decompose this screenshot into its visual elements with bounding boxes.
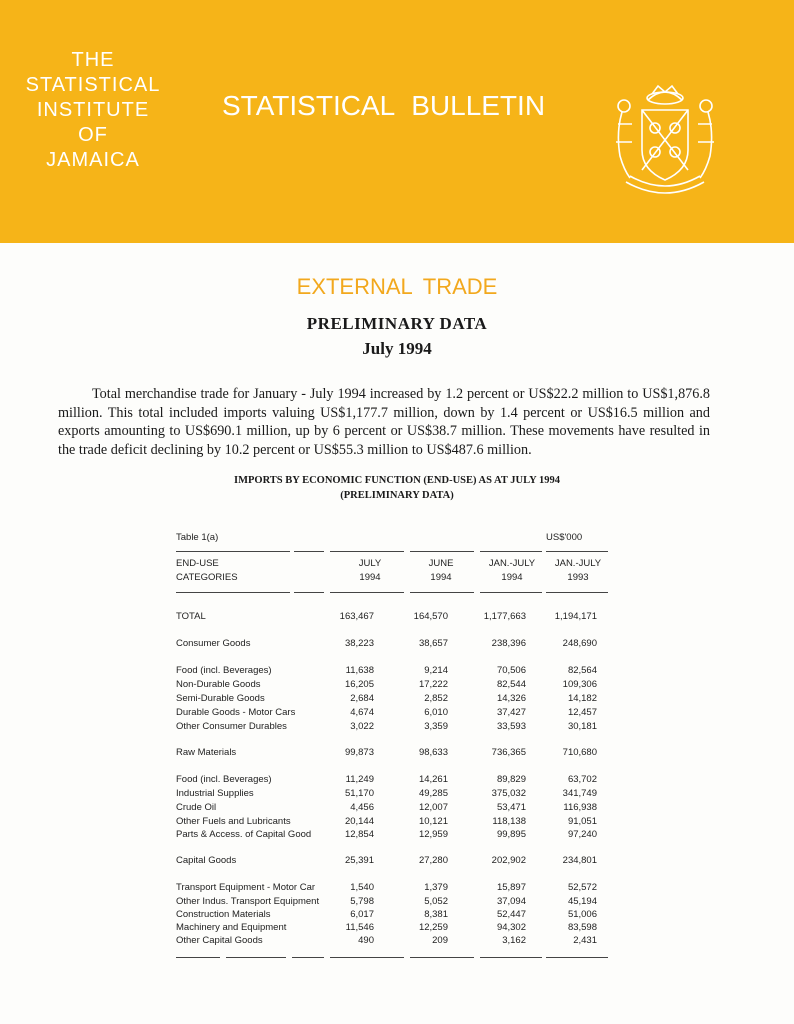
- cell-jan-july-1993: 1,194,171: [554, 611, 597, 622]
- cell-jan-july-1993: 97,240: [567, 829, 597, 840]
- header-rule: [330, 592, 404, 593]
- bulletin-word: STATISTICAL: [222, 90, 396, 121]
- column-header: JUNE: [428, 558, 454, 569]
- footer-rule: [480, 957, 542, 958]
- cell-july-1994: 4,674: [350, 707, 374, 718]
- cell-july-1994: 2,684: [350, 693, 374, 704]
- table-title-line: IMPORTS BY ECONOMIC FUNCTION (END-USE) AS AT JULY 1994: [234, 475, 560, 486]
- header-rule: [176, 551, 290, 552]
- intro-paragraph: Total merchandise trade for January - July 1994 increased by 1.2 percent or US$22.2 million to US$1,876.8 million. This total included imports valuing US$1,177.7 million, down by 1.4 percent or US$16.5 million and exports amounting to US$690.1 million, up by 6 percent or US$38.7 million. These movements have resulted in the trade deficit declining by 10.2 percent or US$55.3 million to US$487.6 million.: [58, 386, 710, 458]
- subtitle: PRELIMINARY DATA: [306, 314, 488, 333]
- footer-rule: [176, 957, 220, 958]
- row-label: Other Indus. Transport Equipment: [176, 896, 320, 907]
- cell-july-1994: 5,798: [350, 896, 374, 907]
- cell-june-1994: 98,633: [418, 747, 448, 758]
- institute-line: JAMAICA: [46, 149, 140, 171]
- header-rule: [546, 551, 608, 552]
- row-label: Food (incl. Beverages): [176, 665, 272, 676]
- row-label: Parts & Access. of Capital Good: [176, 829, 312, 840]
- row-label: Capital Goods: [176, 855, 237, 866]
- cell-june-1994: 164,570: [413, 611, 448, 622]
- cell-july-1994: 20,144: [344, 816, 374, 827]
- cell-july-1994: 99,873: [344, 747, 374, 758]
- header-rule: [410, 551, 474, 552]
- cell-jan-july-1994: 1,177,663: [483, 611, 526, 622]
- cell-jan-july-1994: 202,902: [491, 855, 526, 866]
- cell-june-1994: 8,381: [424, 909, 448, 920]
- cell-jan-july-1993: 14,182: [567, 693, 597, 704]
- header-rule: [480, 592, 542, 593]
- institute-line: STATISTICAL: [25, 74, 161, 96]
- cell-jan-july-1993: 234,801: [562, 855, 597, 866]
- cell-jan-july-1994: 118,138: [492, 816, 526, 827]
- row-label: Transport Equipment - Motor Car: [176, 882, 316, 893]
- section-word: TRADE: [422, 274, 498, 299]
- row-label: Consumer Goods: [176, 638, 251, 649]
- cell-july-1994: 11,546: [345, 922, 374, 933]
- cell-june-1994: 6,010: [424, 707, 448, 718]
- header-rule: [176, 592, 290, 593]
- cell-jan-july-1994: 52,447: [496, 909, 526, 920]
- cell-june-1994: 38,657: [418, 638, 448, 649]
- cell-jan-july-1993: 30,181: [567, 721, 597, 732]
- cell-june-1994: 14,261: [418, 774, 448, 785]
- cell-june-1994: 49,285: [418, 788, 448, 799]
- footer-rule: [226, 957, 286, 958]
- header-rule: [410, 592, 474, 593]
- cell-june-1994: 9,214: [424, 665, 448, 676]
- cell-jan-july-1993: 91,051: [567, 816, 597, 827]
- row-label: Durable Goods - Motor Cars: [176, 707, 296, 718]
- cell-june-1994: 12,959: [418, 829, 448, 840]
- row-label: Non-Durable Goods: [176, 679, 261, 690]
- cell-jan-july-1993: 83,598: [567, 922, 597, 933]
- column-header: 1994: [501, 572, 523, 583]
- column-header: CATEGORIES: [176, 572, 238, 583]
- table-title-line: (PRELIMINARY DATA): [340, 490, 454, 501]
- footer-rule: [330, 957, 404, 958]
- row-label: Other Fuels and Lubricants: [176, 816, 291, 827]
- cell-jan-july-1993: 109,306: [562, 679, 597, 690]
- table-unit: US$'000: [546, 532, 583, 543]
- cell-jan-july-1994: 70,506: [496, 665, 526, 676]
- table-label: Table 1(a): [176, 532, 219, 543]
- column-header: END-USE: [176, 558, 219, 569]
- cell-jan-july-1993: 63,702: [567, 774, 597, 785]
- footer-rule: [546, 957, 608, 958]
- column-header: 1994: [430, 572, 452, 583]
- cell-june-1994: 3,359: [424, 721, 448, 732]
- cell-jan-july-1994: 99,895: [496, 829, 526, 840]
- cell-jan-july-1994: 3,162: [502, 935, 526, 946]
- row-label: Construction Materials: [176, 909, 271, 920]
- cell-july-1994: 12,854: [344, 829, 374, 840]
- period: July 1994: [362, 339, 432, 358]
- cell-july-1994: 3,022: [350, 721, 374, 732]
- cell-jan-july-1994: 238,396: [491, 638, 526, 649]
- cell-jan-july-1994: 53,471: [496, 802, 526, 813]
- cell-jan-july-1993: 12,457: [567, 707, 597, 718]
- column-header: 1994: [359, 572, 381, 583]
- cell-june-1994: 10,121: [418, 816, 448, 827]
- row-label: Semi-Durable Goods: [176, 693, 265, 704]
- header-rule: [480, 551, 542, 552]
- cell-june-1994: 209: [432, 935, 448, 946]
- header-rule: [546, 592, 608, 593]
- cell-jan-july-1994: 736,365: [491, 747, 526, 758]
- row-label: Machinery and Equipment: [176, 922, 287, 933]
- section-word: EXTERNAL: [296, 274, 413, 299]
- column-header: JAN.-JULY: [554, 558, 602, 569]
- cell-jan-july-1993: 248,690: [562, 638, 597, 649]
- cell-june-1994: 2,852: [424, 693, 448, 704]
- cell-july-1994: 51,170: [344, 788, 374, 799]
- cell-jan-july-1994: 15,897: [496, 882, 526, 893]
- cell-jan-july-1994: 37,427: [496, 707, 526, 718]
- row-label: Food (incl. Beverages): [176, 774, 272, 785]
- cell-july-1994: 16,205: [344, 679, 374, 690]
- cell-july-1994: 490: [358, 935, 374, 946]
- footer-rule: [410, 957, 474, 958]
- cell-july-1994: 6,017: [350, 909, 374, 920]
- cell-jan-july-1993: 51,006: [567, 909, 597, 920]
- cell-july-1994: 11,638: [345, 665, 374, 676]
- row-label: Crude Oil: [176, 802, 217, 813]
- cell-july-1994: 25,391: [344, 855, 374, 866]
- cell-jan-july-1993: 116,938: [563, 802, 597, 813]
- row-label: Raw Materials: [176, 747, 237, 758]
- header-rule: [294, 592, 324, 593]
- cell-jan-july-1993: 45,194: [567, 896, 597, 907]
- institute-line: INSTITUTE: [36, 99, 150, 121]
- cell-jan-july-1994: 14,326: [496, 693, 526, 704]
- institute-line: THE: [71, 49, 115, 71]
- column-header: JULY: [358, 558, 382, 569]
- cell-jan-july-1993: 82,564: [567, 665, 597, 676]
- row-label: TOTAL: [176, 611, 206, 622]
- cell-june-1994: 12,259: [418, 922, 448, 933]
- column-header: 1993: [567, 572, 589, 583]
- cell-jan-july-1994: 94,302: [496, 922, 526, 933]
- cell-june-1994: 1,379: [424, 882, 448, 893]
- cell-jan-july-1993: 710,680: [562, 747, 597, 758]
- row-label: Other Capital Goods: [176, 935, 263, 946]
- row-label: Other Consumer Durables: [176, 721, 287, 732]
- institute-line: OF: [78, 124, 108, 146]
- cell-jan-july-1994: 82,544: [496, 679, 526, 690]
- cell-jan-july-1994: 89,829: [496, 774, 526, 785]
- cell-jan-july-1994: 37,094: [496, 896, 526, 907]
- cell-june-1994: 5,052: [424, 896, 448, 907]
- cell-july-1994: 163,467: [339, 611, 374, 622]
- header-rule: [294, 551, 324, 552]
- footer-rule: [292, 957, 324, 958]
- cell-jan-july-1993: 341,749: [562, 788, 597, 799]
- row-label: Industrial Supplies: [176, 788, 254, 799]
- cell-july-1994: 11,249: [345, 774, 374, 785]
- cell-jan-july-1993: 52,572: [567, 882, 597, 893]
- header-rule: [330, 551, 404, 552]
- cell-july-1994: 38,223: [344, 638, 374, 649]
- cell-june-1994: 17,222: [418, 679, 448, 690]
- bulletin-word: BULLETIN: [411, 90, 546, 121]
- cell-june-1994: 12,007: [418, 802, 448, 813]
- cell-jan-july-1993: 2,431: [573, 935, 597, 946]
- cell-june-1994: 27,280: [418, 855, 448, 866]
- cell-july-1994: 4,456: [350, 802, 374, 813]
- cell-jan-july-1994: 375,032: [491, 788, 526, 799]
- cell-july-1994: 1,540: [350, 882, 374, 893]
- column-header: JAN.-JULY: [488, 558, 536, 569]
- cell-jan-july-1994: 33,593: [496, 721, 526, 732]
